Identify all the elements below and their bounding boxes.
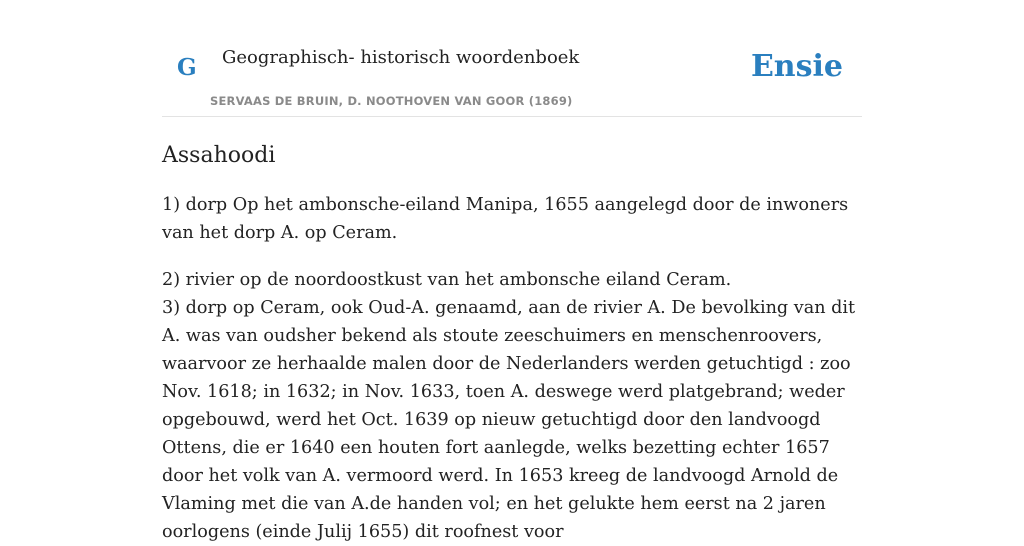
brand-logo[interactable]: Ensie: [750, 49, 843, 84]
entry-title: Assahoodi: [162, 143, 276, 168]
entry-paragraph: 1) dorp Op het ambonsche-eiland Manipa, 1655 aangelegd door de inwoners van het dorp A. op Ceram.: [162, 195, 849, 244]
page-container: [162, 0, 862, 546]
book-authors: SERVAAS DE BRUIN, D. NOOTHOVEN VAN GOOR (1869): [210, 94, 573, 108]
entry-paragraph: 2) rivier op de noordoostkust van het ambonsche eiland Ceram.: [162, 270, 732, 291]
book-title[interactable]: Geographisch- historisch woordenboek: [222, 47, 580, 68]
entry-content: [162, 191, 862, 546]
entry-paragraph: 3) dorp op Ceram, ook Oud-A. genaamd, aan de rivier A. De bevolking van dit A. was van oudsher bekend als stoute zeeschuimers en menschenroovers, waarvoor ze herhaalde malen door de Nederlanders werden getuchtigd : zoo Nov. 1618; in 1632; in Nov. 1633, toen A. deswege werd platgebrand; weder opgebouwd, werd het Oct. 1639 op nieuw getuchtigd door den landvoogd Ottens, die er 1640 een houten fort aanlegde, welks bezetting echter 1657 door het volk van A. vermoord werd. In 1653 kreeg de landvoogd Arnold de Vlaming met die van A.de handen vol; en het gelukte hem eerst na 2 jaren oorlogens (einde Julij 1655) dit roofnest voor: [162, 298, 856, 543]
page-header: [162, 0, 862, 117]
book-logo[interactable]: G: [177, 54, 197, 81]
